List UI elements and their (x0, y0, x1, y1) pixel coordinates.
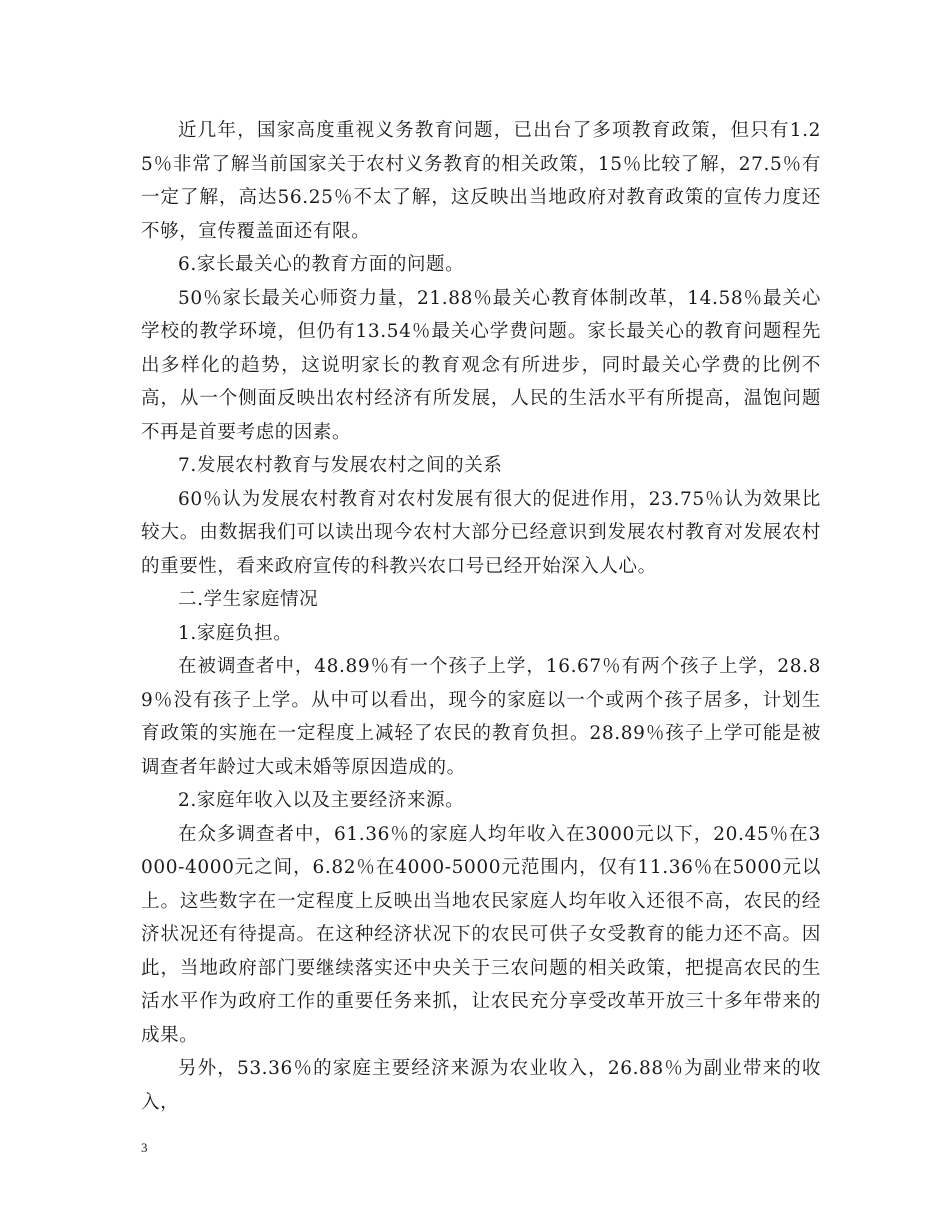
heading-parent-concerns: 6.家长最关心的教育方面的问题。 (178, 254, 465, 275)
paragraph-family-income: 在众多调查者中，61.36％的家庭人均年收入在3000元以下，20.45％在3000-4000元之间，6.82％在4000-5000元范围内，仅有11.36％在5000元以上。这些数字在一定程度上反映出当地农民家庭人均年收入还很不高，农民的经济状况还有待提高。在这种经济状况下的农民可供子女受教育的能力还不高。因此，当地政府部门要继续落实还中央关于三农问题的相关政策，把提高农民的生活水平作为政府工作的重要任务来抓，让农民充分享受改革开放三十多年带来的成果。 (141, 823, 821, 1046)
heading-family-income: 2.家庭年收入以及主要经济来源。 (178, 790, 465, 811)
page-number: 3 (141, 1140, 148, 1155)
paragraph-income-sources: 另外，53.36％的家庭主要经济来源为农业收入，26.88％为副业带来的收入， (141, 1058, 821, 1113)
paragraph-family-burden: 在被调查者中，48.89％有一个孩子上学，16.67％有两个孩子上学，28.89％没有孩子上学。从中可以看出，现今的家庭以一个或两个孩子居多，计划生育政策的实施在一定程度上减轻了农民的教育负担。28.89％孩子上学可能是被调查者年龄过大或未婚等原因造成的。 (141, 656, 821, 778)
paragraph-policy-awareness: 近几年，国家高度重视义务教育问题，已出台了多项教育政策，但只有1.25％非常了解当前国家关于农村义务教育的相关政策，15％比较了解，27.5％有一定了解，高达56.25％不太了解，这反映出当地政府对教育政策的宣传力度还不够，宣传覆盖面还有限。 (141, 120, 821, 242)
document-body (141, 114, 821, 1119)
paragraph-education-development: 60％认为发展农村教育对农村发展有很大的促进作用，23.75％认为效果比较大。由数据我们可以读出现今农村大部分已经意识到发展农村教育对发展农村的重要性，看来政府宣传的科教兴农口号已经开始深入人心。 (141, 488, 821, 577)
paragraph-parent-concerns: 50％家长最关心师资力量，21.88％最关心教育体制改革，14.58％最关心学校的教学环境，但仍有13.54％最关心学费问题。家长最关心的教育问题程先出多样化的趋势，这说明家长的教育观念有所进步，同时最关心学费的比例不高，从一个侧面反映出农村经济有所发展，人民的生活水平有所提高，温饱问题不再是首要考虑的因素。 (141, 287, 821, 443)
heading-education-development: 7.发展农村教育与发展农村之间的关系 (178, 455, 503, 476)
heading-family-burden: 1.家庭负担。 (178, 622, 293, 644)
heading-student-family: 二.学生家庭情况 (178, 589, 319, 610)
